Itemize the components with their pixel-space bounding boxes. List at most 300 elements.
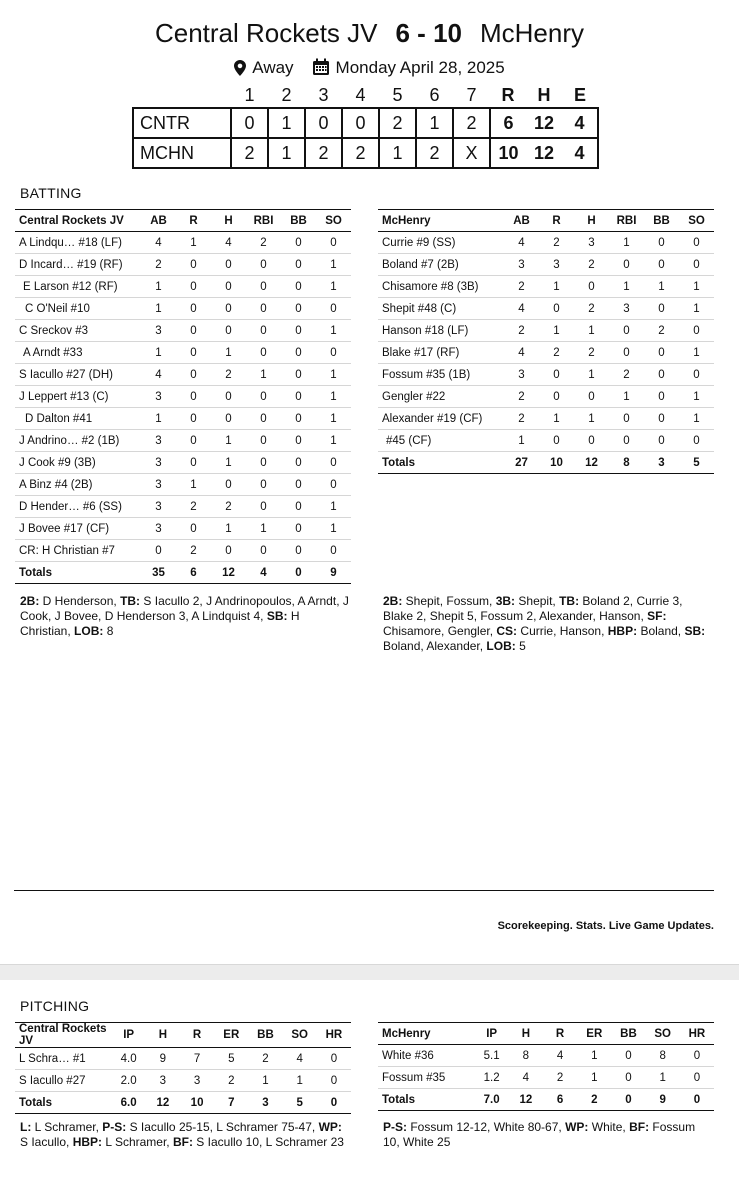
stat-cell: 2 — [539, 342, 574, 364]
stat-cell: 1 — [246, 518, 281, 540]
stat-cell: 1 — [316, 496, 351, 518]
stat-cell: 0 — [679, 364, 714, 386]
pitching-table-home — [15, 1022, 351, 1114]
stat-cell: 0 — [176, 320, 211, 342]
stat-column-header: AB — [141, 210, 176, 232]
pitching-notes-home — [20, 1120, 350, 1150]
note-value: Boland 2, Currie 3, Blake 2, Shepit 5, Fossum 2, Alexander, Hanson, — [383, 594, 683, 623]
stat-cell: 1 — [316, 430, 351, 452]
stat-cell: 0 — [246, 320, 281, 342]
player-name: J Andrino… #2 (1B) — [15, 430, 141, 452]
errors-total: 4 — [562, 108, 598, 138]
stat-cell: 0 — [246, 408, 281, 430]
table-row — [15, 364, 351, 386]
stat-cell: 0 — [281, 364, 316, 386]
stat-cell: 4 — [283, 1048, 317, 1070]
stat-column-header: BB — [611, 1023, 645, 1045]
stat-cell: 0 — [679, 320, 714, 342]
stat-cell: 1 — [211, 452, 246, 474]
table-row — [15, 540, 351, 562]
note-value: Boland, — [637, 624, 685, 638]
note-value: S Iacullo 10, L Schramer 23 — [192, 1135, 344, 1149]
table-row — [15, 298, 351, 320]
stat-cell: 4 — [504, 342, 539, 364]
inning-score: 1 — [268, 108, 305, 138]
table-row — [15, 496, 351, 518]
stat-cell: 1 — [141, 408, 176, 430]
player-name: S Iacullo #27 (DH) — [15, 364, 141, 386]
stat-cell: 3 — [146, 1070, 180, 1092]
inning-score: 2 — [305, 138, 342, 168]
total-cell: 12 — [509, 1089, 543, 1111]
table-row — [15, 408, 351, 430]
note-key: LOB: — [74, 624, 104, 638]
stat-cell: 1 — [574, 320, 609, 342]
total-cell: 12 — [211, 562, 246, 584]
player-name: C Sreckov #3 — [15, 320, 141, 342]
pitching-notes-away — [383, 1120, 713, 1150]
stat-cell: 3 — [141, 496, 176, 518]
stat-cell: 2 — [644, 320, 679, 342]
batting-notes-away — [383, 594, 713, 654]
inning-header: 5 — [392, 85, 403, 105]
table-header-row — [15, 1023, 351, 1048]
table-row — [15, 276, 351, 298]
stat-cell: 0 — [176, 276, 211, 298]
player-name: Currie #9 (SS) — [378, 232, 504, 254]
stat-cell: 0 — [176, 298, 211, 320]
total-cell: 8 — [609, 452, 644, 474]
note-value: Fossum 12-12, White 80-67, — [407, 1120, 566, 1134]
player-name: Blake #17 (RF) — [378, 342, 504, 364]
stat-cell: 1 — [574, 408, 609, 430]
stat-cell: 0 — [680, 1067, 714, 1089]
location-text: Away — [252, 58, 294, 77]
stat-cell: 2 — [504, 320, 539, 342]
stat-cell: 2 — [543, 1067, 577, 1089]
total-cell: 0 — [611, 1089, 645, 1111]
hits-header: H — [537, 85, 551, 105]
table-row — [378, 276, 714, 298]
stat-cell: 2.0 — [112, 1070, 146, 1092]
stat-cell: 0 — [281, 496, 316, 518]
table-row — [378, 342, 714, 364]
totals-row — [15, 562, 351, 584]
total-cell: 7 — [214, 1092, 248, 1114]
stat-cell: 5.1 — [475, 1045, 509, 1067]
table-row — [378, 364, 714, 386]
note-value: H Christian, — [20, 609, 300, 638]
stat-cell: 0 — [246, 452, 281, 474]
stat-cell: 3 — [141, 452, 176, 474]
player-name: S Iacullo #27 — [15, 1070, 112, 1092]
table-row — [378, 254, 714, 276]
stat-cell: 0 — [679, 232, 714, 254]
totals-label: Totals — [378, 452, 504, 474]
stat-column-header: RBI — [609, 210, 644, 232]
stat-cell: 0 — [539, 364, 574, 386]
team-column-header: McHenry — [378, 1023, 475, 1045]
stat-cell: 1 — [539, 320, 574, 342]
stat-cell: 1 — [504, 430, 539, 452]
stat-cell: 1 — [316, 276, 351, 298]
stat-cell: 0 — [176, 518, 211, 540]
pitching-table-away — [378, 1022, 714, 1111]
note-value: L Schramer, — [102, 1135, 173, 1149]
errors-total: 4 — [562, 138, 598, 168]
stat-cell: 0 — [281, 452, 316, 474]
stat-cell: 4.0 — [112, 1048, 146, 1070]
section-band — [0, 964, 739, 980]
stat-cell: 2 — [211, 496, 246, 518]
table-row — [378, 1067, 714, 1089]
inning-score: 0 — [231, 108, 268, 138]
stat-cell: 2 — [248, 1048, 282, 1070]
stat-column-header: R — [543, 1023, 577, 1045]
total-cell: 9 — [646, 1089, 680, 1111]
team-abbr: MCHN — [133, 138, 231, 168]
player-name: J Cook #9 (3B) — [15, 452, 141, 474]
player-name: Gengler #22 — [378, 386, 504, 408]
stat-column-header: BB — [248, 1023, 282, 1048]
runs-total: 6 — [490, 108, 526, 138]
stat-cell: 4 — [543, 1045, 577, 1067]
stat-cell: 0 — [644, 254, 679, 276]
stat-cell: 0 — [644, 232, 679, 254]
batting-notes-home — [20, 594, 350, 639]
table-row — [15, 386, 351, 408]
note-key: L: — [20, 1120, 32, 1134]
stat-cell: 1 — [539, 276, 574, 298]
team-column-header: Central Rockets JV — [15, 1023, 112, 1048]
stat-cell: 0 — [281, 430, 316, 452]
total-cell: 4 — [246, 562, 281, 584]
inning-header: 4 — [355, 85, 366, 105]
stat-column-header: R — [176, 210, 211, 232]
player-name: Chisamore #8 (3B) — [378, 276, 504, 298]
player-name: A Arndt #33 — [15, 342, 141, 364]
player-name: Alexander #19 (CF) — [378, 408, 504, 430]
total-cell: 35 — [141, 562, 176, 584]
stat-cell: 0 — [539, 386, 574, 408]
stat-cell: 0 — [281, 540, 316, 562]
stat-cell: 3 — [141, 430, 176, 452]
player-name: CR: H Christian #7 — [15, 540, 141, 562]
inning-score: 1 — [379, 138, 416, 168]
batting-table-home — [15, 209, 351, 584]
stat-cell: 0 — [316, 452, 351, 474]
stat-cell: 0 — [281, 320, 316, 342]
total-cell: 2 — [577, 1089, 611, 1111]
inning-header: 7 — [466, 85, 477, 105]
player-name: #45 (CF) — [378, 430, 504, 452]
table-row — [15, 232, 351, 254]
stat-column-header: SO — [679, 210, 714, 232]
player-name: Fossum #35 — [378, 1067, 475, 1089]
stat-cell: 2 — [246, 232, 281, 254]
table-row — [15, 342, 351, 364]
stat-cell: 0 — [281, 408, 316, 430]
inning-score: 0 — [342, 108, 379, 138]
stat-cell: 3 — [609, 298, 644, 320]
stat-column-header: RBI — [246, 210, 281, 232]
total-cell: 3 — [644, 452, 679, 474]
totals-label: Totals — [15, 1092, 112, 1114]
stat-cell: 1 — [574, 364, 609, 386]
section-divider — [14, 890, 714, 891]
note-key: BF: — [629, 1120, 650, 1134]
stat-cell: 0 — [246, 386, 281, 408]
stat-column-header: AB — [504, 210, 539, 232]
stat-column-header: IP — [112, 1023, 146, 1048]
away-team-name: McHenry — [480, 18, 585, 48]
note-key: HBP: — [72, 1135, 103, 1149]
stat-cell: 1 — [211, 342, 246, 364]
note-key: SB: — [266, 609, 288, 623]
total-cell: 27 — [504, 452, 539, 474]
total-cell: 10 — [180, 1092, 214, 1114]
player-name: Shepit #48 (C) — [378, 298, 504, 320]
stat-cell: 0 — [176, 342, 211, 364]
player-name: A Binz #4 (2B) — [15, 474, 141, 496]
location-pin-icon — [234, 60, 246, 81]
stat-cell: 3 — [141, 518, 176, 540]
stat-cell: 2 — [176, 496, 211, 518]
stat-column-header: SO — [316, 210, 351, 232]
total-cell: 5 — [679, 452, 714, 474]
stat-cell: 0 — [611, 1045, 645, 1067]
runs-header: R — [501, 85, 515, 105]
table-row — [378, 386, 714, 408]
linescore-row-away — [133, 138, 598, 168]
table-header-row — [378, 1023, 714, 1045]
stat-column-header: H — [574, 210, 609, 232]
note-key: TB: — [120, 594, 141, 608]
total-cell: 12 — [574, 452, 609, 474]
stat-cell: 3 — [539, 254, 574, 276]
stat-cell: 1 — [679, 276, 714, 298]
note-value: 8 — [103, 624, 114, 638]
stat-cell: 0 — [281, 474, 316, 496]
stat-cell: 0 — [141, 540, 176, 562]
stat-cell: 1 — [316, 364, 351, 386]
note-value: L Schramer, — [31, 1120, 103, 1134]
note-value: Shepit, Fossum, — [402, 594, 496, 608]
note-key: 2B: — [383, 594, 403, 608]
stat-cell: 0 — [281, 518, 316, 540]
runs-total: 10 — [490, 138, 526, 168]
stat-cell: 3 — [141, 320, 176, 342]
stat-column-header: H — [509, 1023, 543, 1045]
note-value: Boland, Alexander, — [383, 639, 487, 653]
stat-cell: 4 — [504, 298, 539, 320]
stat-cell: 2 — [539, 232, 574, 254]
stat-cell: 0 — [211, 320, 246, 342]
stat-cell: 0 — [246, 276, 281, 298]
stat-cell: 1 — [679, 408, 714, 430]
stat-cell: 1 — [609, 276, 644, 298]
stat-cell: 0 — [211, 298, 246, 320]
stat-column-header: SO — [646, 1023, 680, 1045]
total-cell: 6 — [176, 562, 211, 584]
total-cell: 0 — [317, 1092, 351, 1114]
stat-cell: 0 — [211, 408, 246, 430]
table-row — [378, 1045, 714, 1067]
note-key: WP: — [565, 1120, 589, 1134]
note-key: TB: — [559, 594, 580, 608]
stat-cell: 0 — [176, 408, 211, 430]
total-cell: 10 — [539, 452, 574, 474]
total-cell: 12 — [146, 1092, 180, 1114]
stat-cell: 3 — [141, 386, 176, 408]
total-cell: 7.0 — [475, 1089, 509, 1111]
hits-total: 12 — [526, 108, 562, 138]
stat-cell: 4 — [504, 232, 539, 254]
stat-cell: 0 — [609, 342, 644, 364]
note-value: S Iacullo, — [20, 1135, 73, 1149]
stat-cell: 1 — [141, 276, 176, 298]
calendar-icon — [312, 58, 330, 81]
stat-cell: 2 — [609, 364, 644, 386]
stat-cell: 1 — [679, 386, 714, 408]
note-value: S Iacullo 25-15, L Schramer 75-47, — [126, 1120, 319, 1134]
table-row — [378, 320, 714, 342]
total-cell: 0 — [680, 1089, 714, 1111]
total-cell: 6.0 — [112, 1092, 146, 1114]
table-header-row — [15, 210, 351, 232]
stat-cell: 0 — [246, 298, 281, 320]
stat-cell: 2 — [574, 254, 609, 276]
stat-cell: 0 — [316, 232, 351, 254]
team-abbr: CNTR — [133, 108, 231, 138]
linescore-row-home — [133, 108, 598, 138]
inning-score: 2 — [379, 108, 416, 138]
table-row — [378, 430, 714, 452]
totals-row — [15, 1092, 351, 1114]
player-name: White #36 — [378, 1045, 475, 1067]
stat-column-header: R — [180, 1023, 214, 1048]
stat-cell: 5 — [214, 1048, 248, 1070]
stat-cell: 0 — [211, 386, 246, 408]
stat-cell: 0 — [609, 254, 644, 276]
inning-score: X — [453, 138, 490, 168]
inning-header: 2 — [281, 85, 292, 105]
stat-cell: 0 — [211, 254, 246, 276]
stat-cell: 0 — [246, 496, 281, 518]
player-name: C O'Neil #10 — [15, 298, 141, 320]
linescore-table — [132, 84, 599, 169]
stat-cell: 3 — [504, 254, 539, 276]
inning-header: 6 — [429, 85, 440, 105]
stat-cell: 0 — [281, 232, 316, 254]
errors-header: E — [573, 85, 586, 105]
stat-cell: 2 — [176, 540, 211, 562]
stat-cell: 1 — [646, 1067, 680, 1089]
stat-cell: 2 — [211, 364, 246, 386]
note-key: 2B: — [20, 594, 40, 608]
stat-cell: 2 — [504, 386, 539, 408]
stat-cell: 1 — [316, 320, 351, 342]
stat-column-header: HR — [317, 1023, 351, 1048]
batting-table-away — [378, 209, 714, 474]
note-value: 5 — [515, 639, 526, 653]
total-cell: 3 — [248, 1092, 282, 1114]
stat-column-header: BB — [644, 210, 679, 232]
stat-cell: 4 — [141, 364, 176, 386]
table-row — [15, 452, 351, 474]
stat-cell: 4 — [509, 1067, 543, 1089]
note-key: P-S: — [383, 1120, 407, 1134]
stat-cell: 1 — [176, 474, 211, 496]
stat-cell: 0 — [211, 474, 246, 496]
stat-cell: 2 — [504, 408, 539, 430]
stat-column-header: SO — [283, 1023, 317, 1048]
stat-cell: 0 — [611, 1067, 645, 1089]
player-name: D Dalton #41 — [15, 408, 141, 430]
inning-header: 3 — [318, 85, 329, 105]
note-value: Shepit, — [515, 594, 560, 608]
stat-column-header: ER — [577, 1023, 611, 1045]
note-key: WP: — [318, 1120, 342, 1134]
table-row — [15, 320, 351, 342]
stat-cell: 8 — [646, 1045, 680, 1067]
stat-cell: 1.2 — [475, 1067, 509, 1089]
player-name: J Bovee #17 (CF) — [15, 518, 141, 540]
stat-cell: 0 — [609, 430, 644, 452]
stat-cell: 1 — [577, 1045, 611, 1067]
stat-cell: 0 — [644, 298, 679, 320]
final-score: 6 - 10 — [395, 18, 462, 48]
stat-cell: 1 — [246, 364, 281, 386]
stat-cell: 0 — [644, 364, 679, 386]
stat-column-header: R — [539, 210, 574, 232]
stat-cell: 1 — [316, 408, 351, 430]
inning-score: 2 — [416, 138, 453, 168]
stat-cell: 0 — [574, 276, 609, 298]
note-key: SB: — [684, 624, 706, 638]
table-row — [15, 430, 351, 452]
stat-cell: 0 — [176, 430, 211, 452]
note-key: LOB: — [486, 639, 516, 653]
player-name: Hanson #18 (LF) — [378, 320, 504, 342]
totals-row — [378, 452, 714, 474]
stat-cell: 1 — [248, 1070, 282, 1092]
note-value: Fossum 10, White 25 — [383, 1120, 696, 1149]
stat-cell: 0 — [246, 474, 281, 496]
home-team-name: Central Rockets JV — [154, 18, 378, 48]
tagline: Scorekeeping. Stats. Live Game Updates. — [497, 920, 714, 932]
total-cell: 5 — [283, 1092, 317, 1114]
stat-cell: 0 — [176, 364, 211, 386]
stat-cell: 2 — [141, 254, 176, 276]
stat-cell: 7 — [180, 1048, 214, 1070]
stat-cell: 1 — [609, 386, 644, 408]
totals-label: Totals — [378, 1089, 475, 1111]
stat-cell: 2 — [574, 298, 609, 320]
linescore-header-row — [133, 84, 598, 108]
stat-cell: 0 — [644, 430, 679, 452]
stat-cell: 0 — [680, 1045, 714, 1067]
stat-cell: 0 — [176, 254, 211, 276]
team-column-header: Central Rockets JV — [15, 210, 141, 232]
total-cell: 9 — [316, 562, 351, 584]
game-info — [0, 58, 739, 81]
stat-cell: 3 — [180, 1070, 214, 1092]
stat-cell: 0 — [246, 540, 281, 562]
note-value: Currie, Hanson, — [517, 624, 608, 638]
stat-cell: 0 — [317, 1070, 351, 1092]
note-key: HBP: — [607, 624, 638, 638]
